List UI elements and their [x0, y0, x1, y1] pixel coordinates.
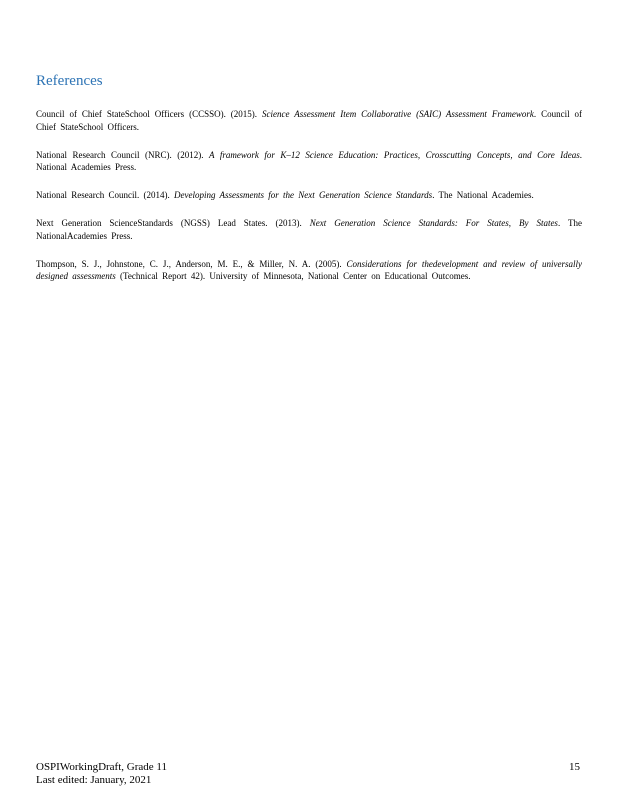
page-heading: References [36, 73, 103, 89]
footer-document-title: OSPIWorkingDraft, Grade 11 [36, 761, 167, 773]
reference-entry [36, 108, 582, 133]
reference-publisher: (Technical Report 42). University of Minnesota, National Center on Educational Outcomes. [115, 271, 471, 281]
reference-title: Next Generation Science Standards: For States, By States [309, 218, 558, 228]
reference-publisher: . Council of Chief StateSchool Officers. [36, 109, 583, 132]
reference-publisher: . National Academies Press. [36, 149, 583, 172]
footer-last-edited: Last edited: January, 2021 [36, 774, 152, 786]
reference-entry [36, 217, 582, 242]
reference-title: Developing Assessments for the Next Generation Science Standards [173, 190, 433, 200]
reference-list [36, 108, 582, 298]
reference-entry [36, 189, 582, 202]
reference-title: A framework for K–12 Science Education: Practices, Crosscutting Concepts, and Core Ideas [209, 149, 580, 160]
footer [36, 761, 167, 787]
reference-authors: National Research Council. (2014). [36, 190, 170, 200]
reference-publisher: . The NationalAcademies Press. [36, 218, 583, 241]
reference-authors: Next Generation ScienceStandards (NGSS) Lead States. (2013). [36, 218, 302, 228]
reference-publisher: . The National Academies. [432, 190, 534, 200]
reference-entry [36, 258, 582, 283]
reference-authors: Council of Chief StateSchool Officers (CCSSO). (2015). [36, 109, 258, 119]
reference-title: Considerations for thedevelopment and review of universally designed assessments [36, 258, 582, 281]
reference-entry [36, 149, 582, 174]
page-number: 15 [569, 761, 580, 773]
reference-authors: Thompson, S. J., Johnstone, C. J., Anderson, M. E., & Miller, N. A. (2005). [36, 258, 342, 269]
reference-title: Science Assessment Item Collaborative (SAIC) Assessment Framework [262, 109, 534, 119]
reference-authors: National Research Council (NRC). (2012). [36, 149, 204, 160]
